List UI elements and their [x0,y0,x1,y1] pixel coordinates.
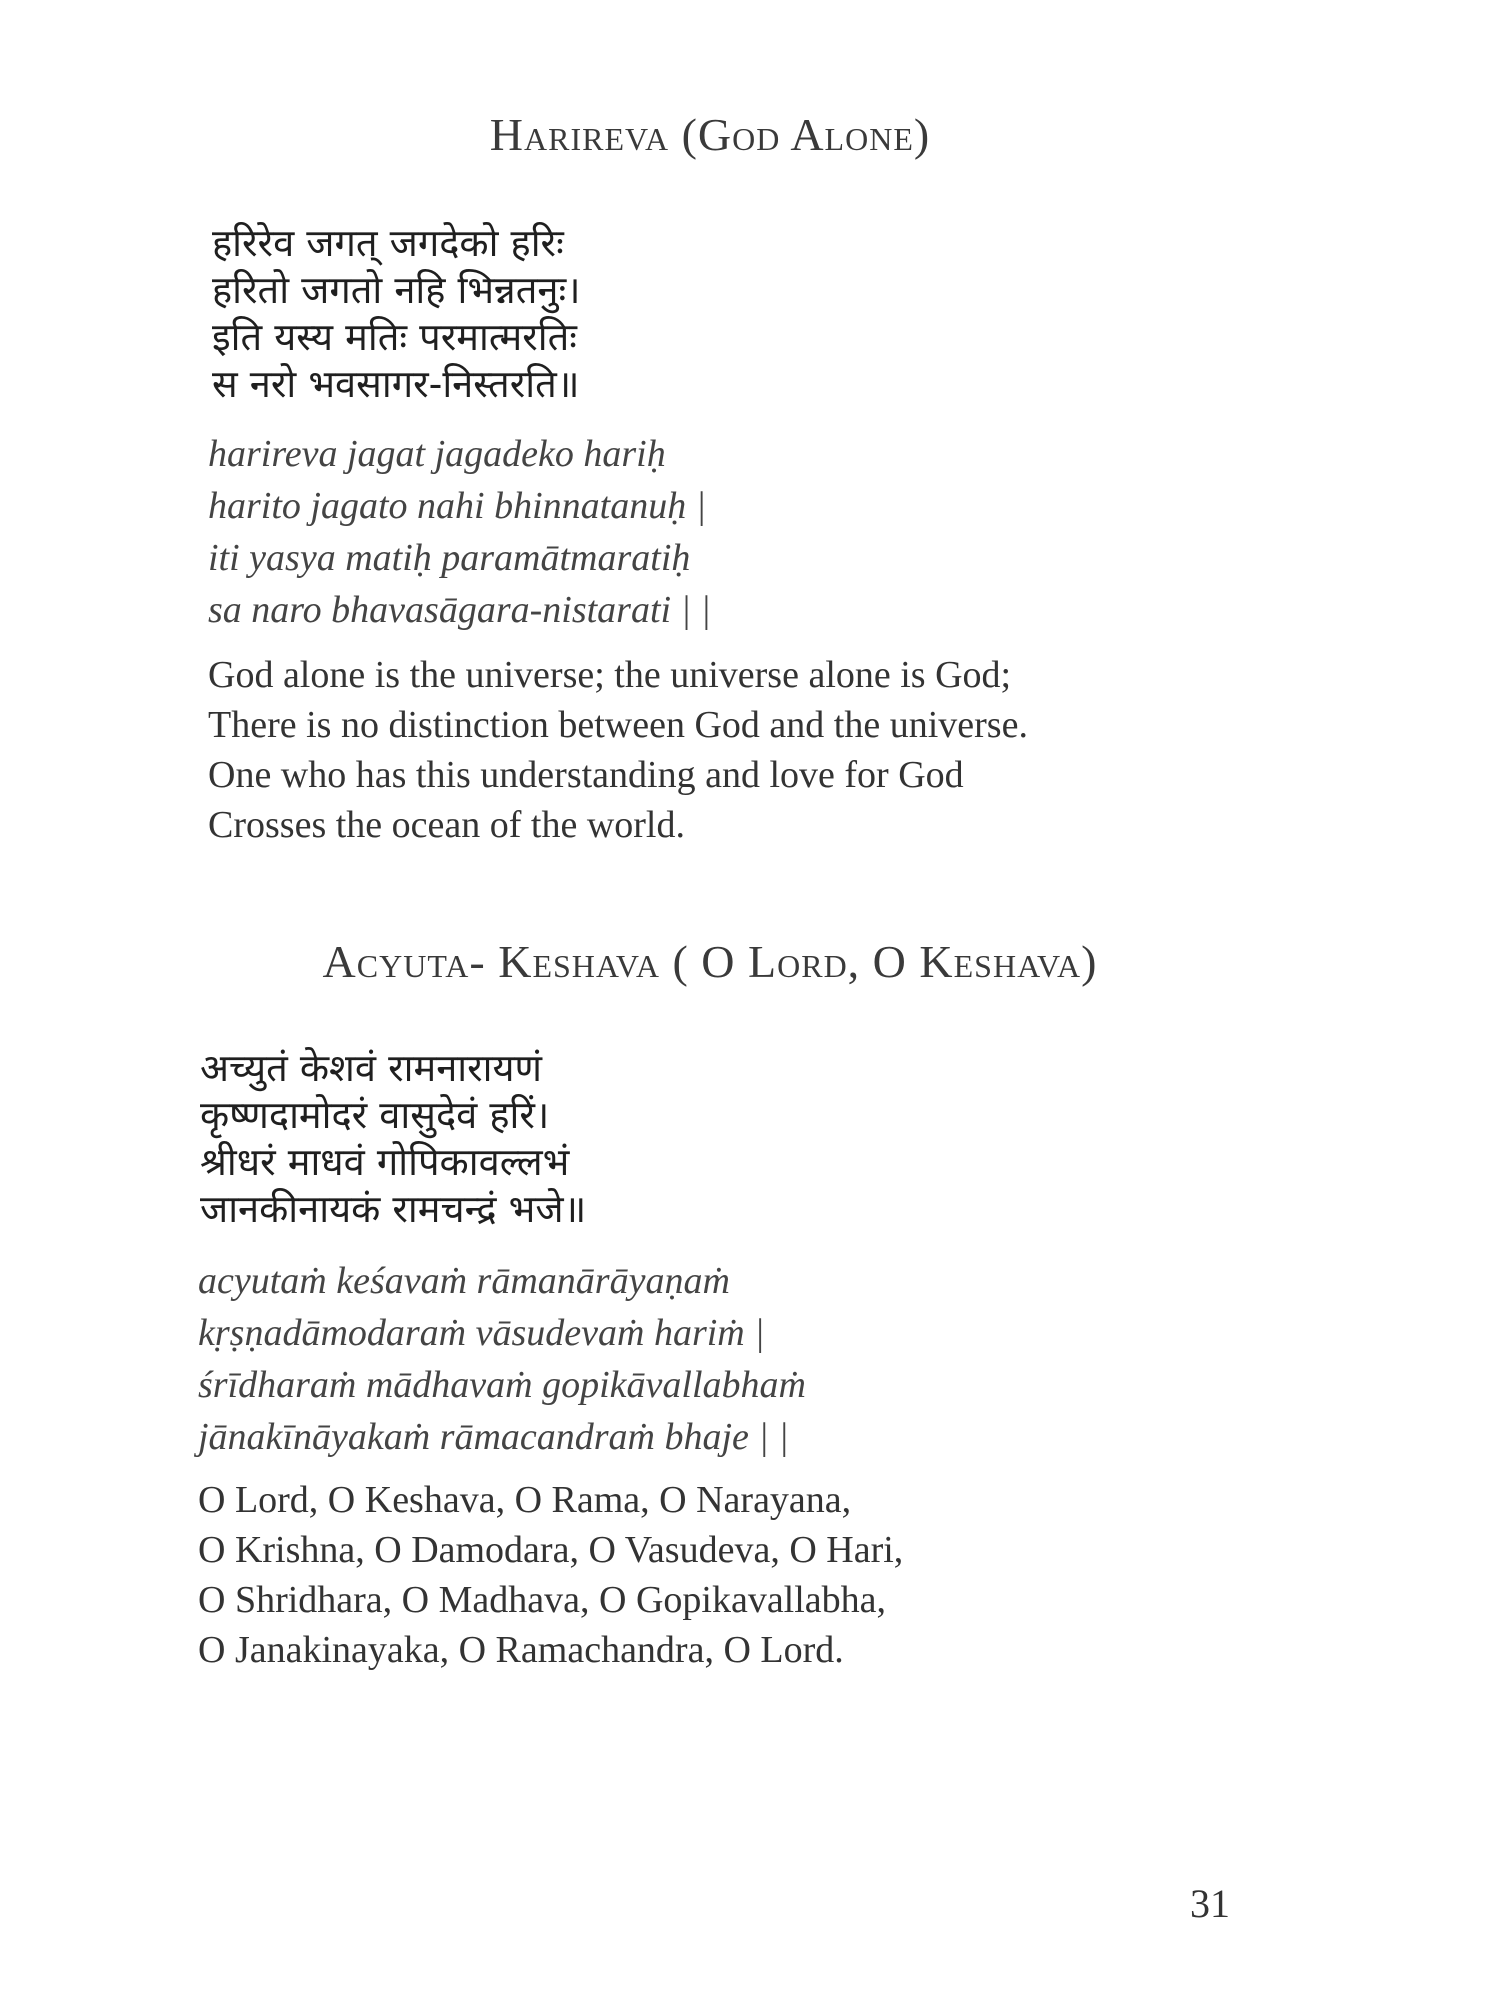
translation-acyuta [198,1475,903,1675]
sanskrit-verse-harireva [212,220,581,408]
verse-line: कृष्णदामोदरं वासुदेवं हरिं। [200,1093,550,1137]
verse-line: जानकीनायकं रामचन्द्रं भजे॥ [200,1187,587,1231]
transliteration-line: sa naro bhavasāgara-nistarati | | [208,589,711,631]
sanskrit-verse-acyuta [200,1045,586,1233]
translation-line: O Shridhara, O Madhava, O Gopikavallabha, [198,1579,887,1621]
transliteration-acyuta [198,1255,806,1463]
transliteration-line: kṛṣṇadāmodaraṁ vāsudevaṁ hariṁ | [198,1312,765,1354]
transliteration-line: harito jagato nahi bhinnatanuḥ | [208,485,707,527]
translation-line: There is no distinction between God and the universe. [208,704,1028,746]
translation-line: One who has this understanding and love for God [208,754,964,796]
transliteration-line: jānakīnāyakaṁ rāmacandraṁ bhaje | | [198,1416,789,1458]
verse-line: हरितो जगतो नहि भिन्नतनुः। [212,268,581,312]
translation-line: O Krishna, O Damodara, O Vasudeva, O Hari, [198,1529,904,1571]
translation-harireva [208,650,1028,850]
translation-line: God alone is the universe; the universe alone is God; [208,654,1012,696]
transliteration-line: acyutaṁ keśavaṁ rāmanārāyaṇaṁ [198,1260,730,1302]
transliteration-line: śrīdharaṁ mādhavaṁ gopikāvallabhaṁ [198,1364,806,1406]
verse-line: अच्युतं केशवं रामनारायणं [200,1046,543,1090]
transliteration-line: iti yasya matiḥ paramātmaratiḥ [208,537,691,579]
translation-line: Crosses the ocean of the world. [208,804,685,846]
section-title-acyuta-keshava: Acyuta- Keshava ( O Lord, O Keshava) [322,936,1098,987]
verse-line: स नरो भवसागर-निस्तरति॥ [212,362,580,406]
verse-line: श्रीधरं माधवं गोपिकावल्लभं [200,1140,570,1184]
transliteration-harireva [208,428,711,636]
verse-line: इति यस्य मतिः परमात्मरतिः [212,315,577,359]
transliteration-line: harireva jagat jagadeko hariḥ [208,433,666,475]
section-title-harireva: Harireva (God Alone) [489,109,931,160]
verse-line: हरिरेव जगत् जगदेको हरिः [212,221,564,265]
translation-line: O Janakinayaka, O Ramachandra, O Lord. [198,1629,844,1671]
page-number: 31 [1190,1881,1230,1926]
translation-line: O Lord, O Keshava, O Rama, O Narayana, [198,1479,852,1521]
